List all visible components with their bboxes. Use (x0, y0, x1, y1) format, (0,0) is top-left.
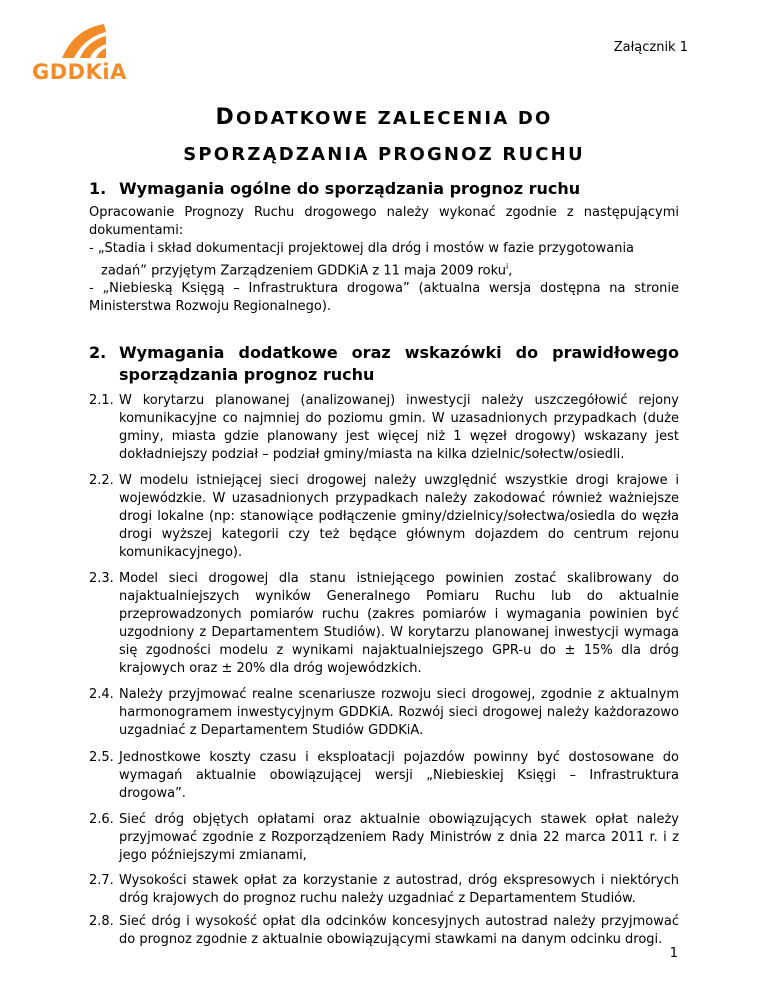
section1-bullet1-cont: zadań” przyjętym Zarządzeniem GDDKiA z 11 maja 2009 roku$^i$, (101, 262, 513, 279)
list-item: 2.3. Model sieci drogowej dla stanu istniejącego powinien zostać skalibrowany do najaktualniejszych wyników Generalnego Pomiaru Ruchu lub do aktualnie przeprowadzonych pomiarów ruchu (zakres pomiarów i wymagania powinien być uzgodniony z Departamentem Studiów). W korytarzu planowanej inwestycji wymaga się zgodności modelu z wynikami najaktualniejszego GPR-u do ± 15% dla dróg krajowych oraz ± 20% dla dróg wojewódzkich. (89, 571, 679, 676)
page-number: 1 (669, 946, 678, 961)
section2-title-line2: sporządzania prognoz ruchu (119, 365, 375, 384)
road-logo-icon (60, 22, 108, 60)
list-item: 2.2. W modelu istniejącej sieci drogowej należy uwzględnić wszystkie drogi krajowe i wojewódzkie. W uzasadnionych przypadkach należy zakodować również ważniejsze drogi lokalne (np: stanowiące podłączenie gminy/dzielnicy/sołectwa/osiedla do węzła drogi wyższej kategorii czy też będące głównym dojazdem do centrum rejonu komunikacyjnego). (89, 473, 679, 560)
list-item: 2.1. W korytarzu planowanej (analizowanej) inwestycji należy uszczegółowić rejony komunikacyjne co najmniej do poziomu gmin. W uzasadnionych przypadkach (duże gminy, miasta gdzie planowany jest więcej niż 1 węzeł drogowy) wskazany jest dokładniejszy podział – podział gminy/miasta na kilka dzielnic/sołectw/osiedli. (89, 393, 679, 462)
section2-number: 2. (89, 343, 107, 362)
section2-heading (89, 342, 679, 364)
list-item: 2.5. Jednostkowe koszty czasu i eksploatacji pojazdów powinny być dostosowane do wymagań aktualnie obowiązującej wersji „Niebieskiej Księgi – Infrastruktura drogowa”. (89, 750, 679, 801)
list-item: 2.7. Wysokości stawek opłat za korzystanie z autostrad, dróg ekspresowych i niektórych dróg krajowych do prognoz ruchu należy uzgadniać z Departamentem Studiów. (89, 873, 679, 906)
section2-heading-cont (89, 364, 679, 386)
title-line2: SPORZĄDZANIA PROGNOZ RUCHU (183, 144, 585, 165)
title-initial: D (215, 105, 236, 130)
section1-heading (89, 178, 679, 200)
section1-body (89, 204, 679, 316)
section1-number: 1. (89, 179, 107, 198)
list-item: 2.4. Należy przyjmować realne scenariusze rozwoju sieci drogowej, zgodnie z aktualnym harmonogramem inwestycyjnym GDDKiA. Rozwój sieci drogowej należy każdorazowo uzgadniać z Departamentem Studiów GDDKiA. (89, 687, 679, 738)
section1-intro: Opracowanie Prognozy Ruchu drogowego należy wykonać zgodnie z następującymi dokumentami: (89, 205, 679, 238)
title-line1: ODATKOWE ZALECENIA DO (235, 108, 553, 129)
section2-title-line1: Wymagania dodatkowe oraz wskazówki do prawidłowego (119, 343, 679, 362)
section1-bullet2: - „Niebieską Księgą – Infrastruktura drogowa” (aktualna wersja dostępna na stronie Ministerstwa Rozwoju Regionalnego). (89, 281, 679, 315)
logo-text: GDDKiA (32, 60, 127, 84)
list-item: 2.8. Sieć dróg i wysokość opłat dla odcinków koncesyjnych autostrad należy przyjmować do prognoz zgodnie z aktualnie obowiązującymi stawkami na danym odcinku drogi. (89, 914, 679, 947)
section1-bullet1: - „Stadia i skład dokumentacji projektowej dla dróg i mostów w fazie przygotowania (89, 241, 635, 256)
gddkia-logo (30, 22, 150, 90)
list-item: 2.6. Sieć dróg objętych opłatami oraz aktualnie obowiązujących stawek opłat należy przyjmować zgodnie z Rozporządzeniem Rady Ministrów z dnia 22 marca 2011 r. i z jego późniejszymi zmianami, (89, 812, 679, 863)
annex-label: Załącznik 1 (613, 40, 688, 55)
section1-title: Wymagania ogólne do sporządzania prognoz ruchu (119, 179, 581, 198)
document-title (0, 100, 768, 173)
